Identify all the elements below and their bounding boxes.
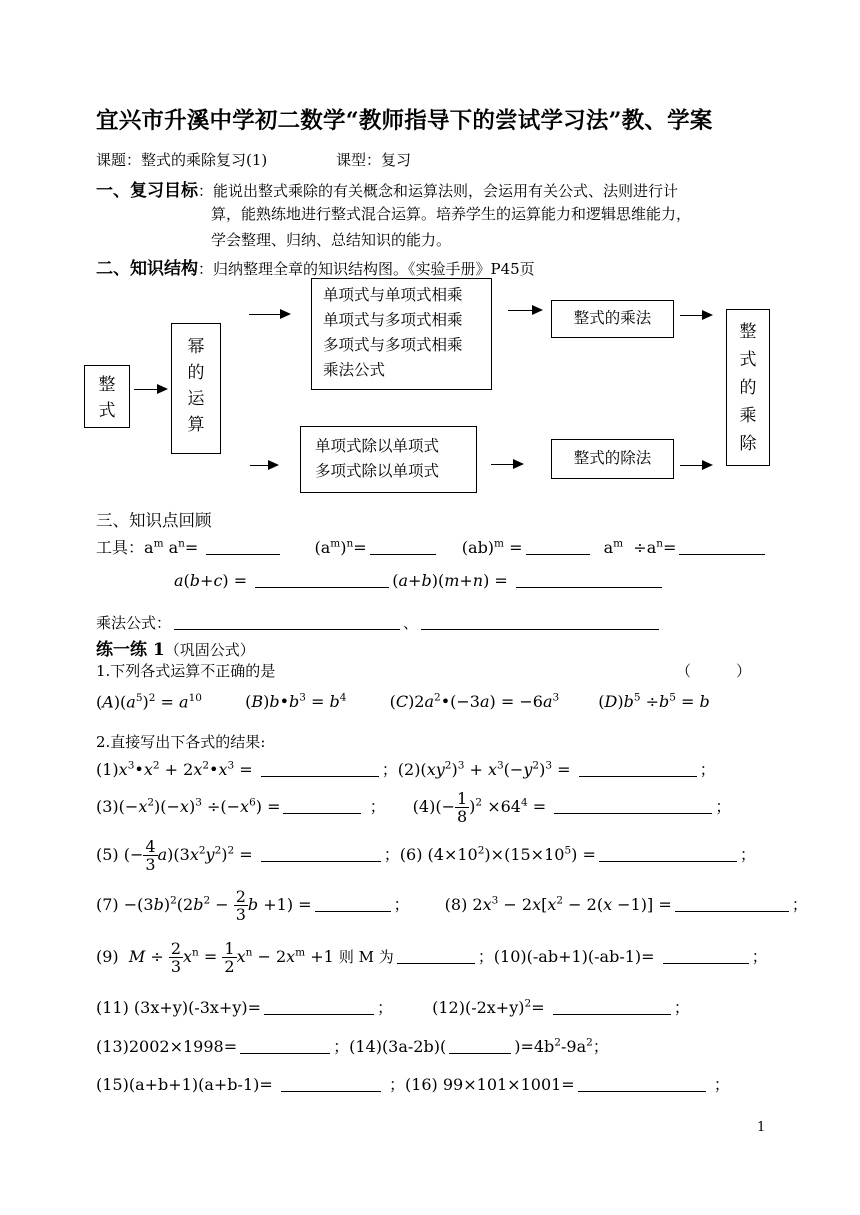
practice-heading-row <box>96 635 255 660</box>
formula-row: 乘法公式： 、 <box>96 612 662 633</box>
answer-blank[interactable] <box>315 910 391 912</box>
arrow-icon <box>508 310 541 311</box>
final-char: 的 <box>739 378 757 398</box>
answer-blank[interactable] <box>579 775 697 777</box>
div-item: 单项式除以单项式 <box>315 437 440 455</box>
arrow-icon <box>249 314 289 315</box>
formula-label: 乘法公式： <box>96 614 172 632</box>
page-title: 宜兴市升溪中学初二数学“教师指导下的尝试学习法”教、学案 <box>96 108 713 134</box>
final-char: 式 <box>739 350 757 370</box>
objectives-line3: 学会整理、归纳、总结知识的能力。 <box>211 231 452 249</box>
objectives-heading: 一、复习目标 <box>96 181 198 201</box>
mult-item: 单项式与单项式相乘 <box>323 286 463 304</box>
answer-paren[interactable]: （ ） <box>676 662 752 680</box>
section-objectives <box>96 176 678 201</box>
final-char: 除 <box>739 434 757 454</box>
mi-char: 算 <box>187 415 205 435</box>
zhengshi-char: 式 <box>98 401 116 421</box>
answer-blank[interactable] <box>281 1090 381 1092</box>
answer-blank[interactable] <box>283 812 361 814</box>
zhengshi-char: 整 <box>98 375 116 395</box>
answer-blank[interactable] <box>679 553 765 555</box>
arrow-icon <box>680 315 711 316</box>
q2-row6: (11) (3x+y)(-3x+y)= ； $(12)(-2x+y)^2=$ ； <box>96 997 690 1017</box>
arrow-icon <box>680 465 711 466</box>
mult-item: 多项式与多项式相乘 <box>323 336 463 354</box>
arrow-icon <box>250 465 277 466</box>
objectives-line1: ：能说出整式乘除的有关概念和运算法则，会运用有关公式、法则进行计 <box>198 182 679 200</box>
answer-blank[interactable] <box>554 812 712 814</box>
answer-blank[interactable] <box>516 586 662 588</box>
answer-blank[interactable] <box>206 553 280 555</box>
division-rules-box <box>300 426 477 493</box>
q2-row7: (13)2002×1998= ；(14)(3a-2b)( )$=4b^2-9a^2$； <box>96 1036 609 1056</box>
q2-row5: (9) M ÷ $\frac{2}{3}$ $x^n$ = $\frac{1}{2}$ $x^n - 2x^m +1$ 则 M 为 ；(10)(-ab+1)(-ab-1)= ； <box>96 939 768 976</box>
distributive-row: a(b+c) = (a+b)(m+n) = <box>174 571 665 590</box>
structure-text: ：归纳整理全章的知识结构图。《实验手册》P45页 <box>198 260 535 278</box>
section-structure <box>96 254 535 279</box>
q2-row8: (15)(a+b+1)(a+b-1)= ；(16) 99×101×1001= ； <box>96 1075 730 1094</box>
tools-label: 工具： <box>96 538 145 557</box>
answer-blank[interactable] <box>578 1090 706 1092</box>
div-item: 多项式除以单项式 <box>315 462 440 480</box>
question-2: 2.直接写出下各式的结果: <box>96 733 266 751</box>
tools-row: 工具：$a^m$ $a^n= (a^m)^n= (ab)^m = a^m \div a^n=$ <box>96 535 768 558</box>
answer-blank[interactable] <box>675 910 789 912</box>
arrow-icon <box>134 389 166 390</box>
final-char: 乘 <box>739 406 757 426</box>
practice-sub: （巩固公式） <box>164 641 255 659</box>
final-box <box>726 309 770 466</box>
power-operations-box <box>171 323 221 454</box>
answer-blank[interactable] <box>370 553 436 555</box>
question-1: 1.下列各式运算不正确的是 <box>96 662 276 680</box>
answer-blank[interactable] <box>526 553 590 555</box>
mult-item: 单项式与多项式相乘 <box>323 311 463 329</box>
q2-row4: $(7) -(3b)^2(2b^2$ − $\frac{2}{3}$ b +1) = ； (8) $2x^3 - 2x[x^2 - 2(x -1)]$ = ； <box>96 887 808 924</box>
page-number: 1 <box>757 1120 766 1135</box>
arrow-icon <box>491 464 522 465</box>
answer-blank[interactable] <box>240 1052 330 1054</box>
mi-char: 运 <box>187 389 205 409</box>
q1-options: $(A)(a^5)^2 = a^{10}$ $(B)b•b^3 = b^4$ $(C)2a^2•(-3a) = -6a^3$ $(D)b^5 \div b^5 = b$ <box>96 692 710 712</box>
q2-row1: $(1)x^3•x^2$ + $2x^2•x^3$ = ；$(2)(xy^2)^3 + x^3(-y^2)^3$ = ； <box>96 759 716 779</box>
zhengshi-box <box>84 365 130 428</box>
q2-row3: (5) (− $\frac{4}{3}$ $a)(3x^2y^2)^2$ = ；(6) $(4\times 10^2)\times(15\times 10^5)$ = ； <box>96 837 756 874</box>
answer-blank[interactable] <box>397 962 475 964</box>
m-label: 则 M 为 <box>338 948 394 966</box>
final-char: 整 <box>739 322 757 342</box>
objectives-line2: 算，能熟练地进行整式混合运算。培养学生的运算能力和逻辑思维能力， <box>211 205 692 223</box>
answer-blank[interactable] <box>174 628 400 630</box>
answer-blank[interactable] <box>264 1013 374 1015</box>
mi-char: 的 <box>187 363 205 383</box>
lesson-type: 课型：复习 <box>336 151 412 169</box>
mult-item: 乘法公式 <box>323 361 386 379</box>
review-heading: 三、知识点回顾 <box>96 511 212 530</box>
answer-blank[interactable] <box>255 586 389 588</box>
answer-blank[interactable] <box>663 962 749 964</box>
answer-blank[interactable] <box>261 775 379 777</box>
practice-heading: 练一练 1 <box>96 640 165 660</box>
mi-char: 幂 <box>187 337 205 357</box>
answer-blank[interactable] <box>449 1052 511 1054</box>
structure-heading: 二、知识结构 <box>96 259 198 279</box>
multiplication-rules-box <box>311 278 492 390</box>
answer-blank[interactable] <box>421 628 659 630</box>
division-label-box: 整式的除法 <box>551 439 674 479</box>
answer-blank[interactable] <box>599 860 737 862</box>
lesson-topic: 课题：整式的乘除复习(1) <box>96 151 268 169</box>
answer-blank[interactable] <box>261 860 381 862</box>
q2-row2: $(3)(-x^2)(-x)^3 \div(-x^6)$ = ； (4)(− $\frac{1}{8}$ )$^2 \times 64^4$ = ； <box>96 789 732 826</box>
multiplication-label-box: 整式的乘法 <box>551 300 674 338</box>
answer-blank[interactable] <box>553 1013 671 1015</box>
